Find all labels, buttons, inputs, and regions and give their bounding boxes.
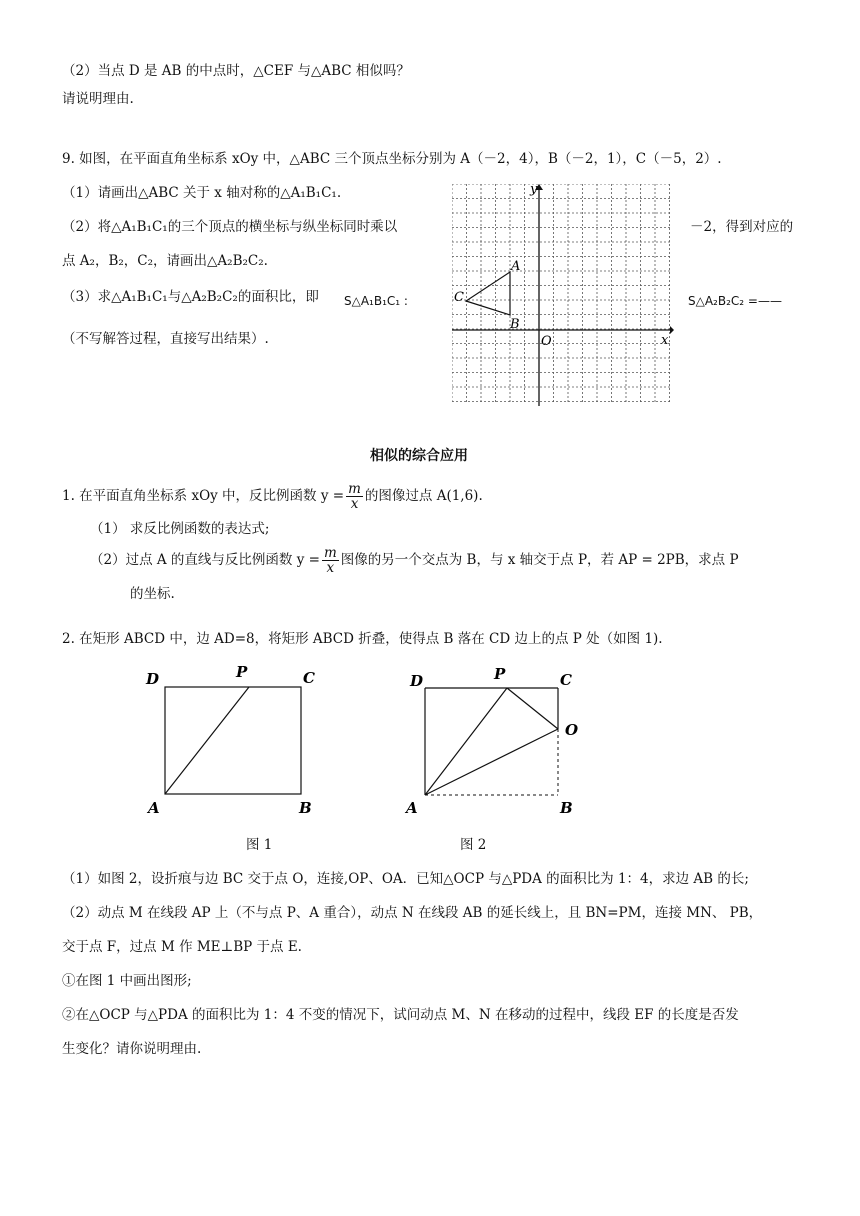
q9-stem: 9. 如图，在平面直角坐标系 xOy 中，△ABC 三个顶点坐标分别为 A（－2，4），B（－2，1），C（－5，2）. <box>62 151 722 167</box>
q9-area-s1: S△A₁B₁C₁ : <box>344 294 408 308</box>
section-title: 相似的综合应用 <box>370 448 468 464</box>
q1-part2-line <box>90 542 739 578</box>
figure-2 <box>400 660 600 822</box>
x-axis-arrow <box>670 326 674 334</box>
label-a: A <box>406 799 418 817</box>
label-d: D <box>146 670 160 688</box>
q2-sub1: ①在图 1 中画出图形; <box>62 973 192 989</box>
rectangle-abcd <box>165 687 301 794</box>
q9-part3-line2: （不写解答过程，直接写出结果）. <box>62 331 269 347</box>
q1-fraction <box>346 482 363 511</box>
point-c-label: C <box>454 290 464 305</box>
label-c: C <box>560 671 572 689</box>
point-a-label: A <box>511 259 521 274</box>
label-b: B <box>299 799 312 817</box>
q2-stem: 2. 在矩形 ABCD 中，边 AD=8，将矩形 ABCD 折叠，使得点 B 落在 CD 边上的点 P 处（如图 1). <box>62 631 663 647</box>
q9-area-s2: S△A₂B₂C₂ =—— <box>688 294 782 308</box>
coordinate-grid-figure <box>452 184 674 406</box>
fraction-denominator: x <box>326 560 335 576</box>
fraction-denominator: x <box>350 496 359 512</box>
triangle-abc <box>466 272 510 315</box>
label-b: B <box>560 799 573 817</box>
q2-sub2-line1: ②在△OCP 与△PDA 的面积比为 1：4 不变的情况下，试问动点 M、N 在移动的过程中，线段 EF 的长度是否发 <box>62 1007 739 1023</box>
q9-part1: （1）请画出△ABC 关于 x 轴对称的△A₁B₁C₁. <box>62 185 342 201</box>
q1-part2-b: 图像的另一个交点为 B，与 x 轴交于点 P，若 AP = 2PB，求点 P <box>340 552 739 568</box>
fig1-caption: 图 1 <box>246 837 273 853</box>
point-b-label: B <box>510 317 520 332</box>
grid-lines <box>452 184 670 402</box>
fraction-numerator: m <box>348 481 361 497</box>
segment-ao <box>425 729 558 795</box>
q2-part1: （1）如图 2，设折痕与边 BC 交于点 O，连接,OP、OA．已知△OCP 与△PDA 的面积比为 1：4，求边 AB 的长; <box>62 871 749 887</box>
q1-part2-fraction <box>322 546 339 575</box>
q1-stem-b: 的图像过点 A(1,6). <box>364 488 483 504</box>
y-axis-label: y <box>530 184 538 197</box>
label-p: P <box>494 665 506 683</box>
segment-ap <box>425 688 507 795</box>
fig2-caption: 图 2 <box>460 837 487 853</box>
q1-part1: （1） 求反比例函数的表达式; <box>90 521 270 537</box>
q9-part2-left: （2）将△A₁B₁C₁的三个顶点的横坐标与纵坐标同时乘以 <box>62 219 398 235</box>
label-o: O <box>565 721 579 739</box>
q9-part2-right: －2，得到对应的 <box>690 219 794 235</box>
q8-part2-text: （2）当点 D 是 AB 的中点时，△CEF 与△ABC 相似吗？ <box>62 63 410 79</box>
q8-reason-text: 请说明理由. <box>62 91 134 107</box>
q1-part2-a: （2）过点 A 的直线与反比例函数 y = <box>90 552 320 568</box>
segment-ap <box>165 687 249 794</box>
q1-stem-a: 1. 在平面直角坐标系 xOy 中，反比例函数 y = <box>62 488 345 504</box>
q1-part2-line2: 的坐标. <box>130 586 175 602</box>
label-c: C <box>303 669 315 687</box>
label-d: D <box>410 672 424 690</box>
q2-sub2-line2: 生变化？请你说明理由. <box>62 1041 202 1057</box>
q9-part2-line2: 点 A₂，B₂，C₂，请画出△A₂B₂C₂. <box>62 253 268 269</box>
label-p: P <box>236 663 248 681</box>
q2-part2-line1: （2）动点 M 在线段 AP 上（不与点 P、A 重合），动点 N 在线段 AB 的延长线上，且 BN=PM，连接 MN、 PB， <box>62 905 763 921</box>
q2-part2-line2: 交于点 F，过点 M 作 ME⊥BP 于点 E. <box>62 939 302 955</box>
q9-part3-left: （3）求△A₁B₁C₁与△A₂B₂C₂的面积比，即 <box>62 289 319 305</box>
fraction-numerator: m <box>323 545 337 561</box>
segment-po <box>507 688 558 729</box>
figure-1 <box>140 658 330 822</box>
x-axis-label: x <box>661 333 669 348</box>
q1-stem-line <box>62 478 483 514</box>
origin-label: O <box>541 334 552 349</box>
label-a: A <box>148 799 160 817</box>
